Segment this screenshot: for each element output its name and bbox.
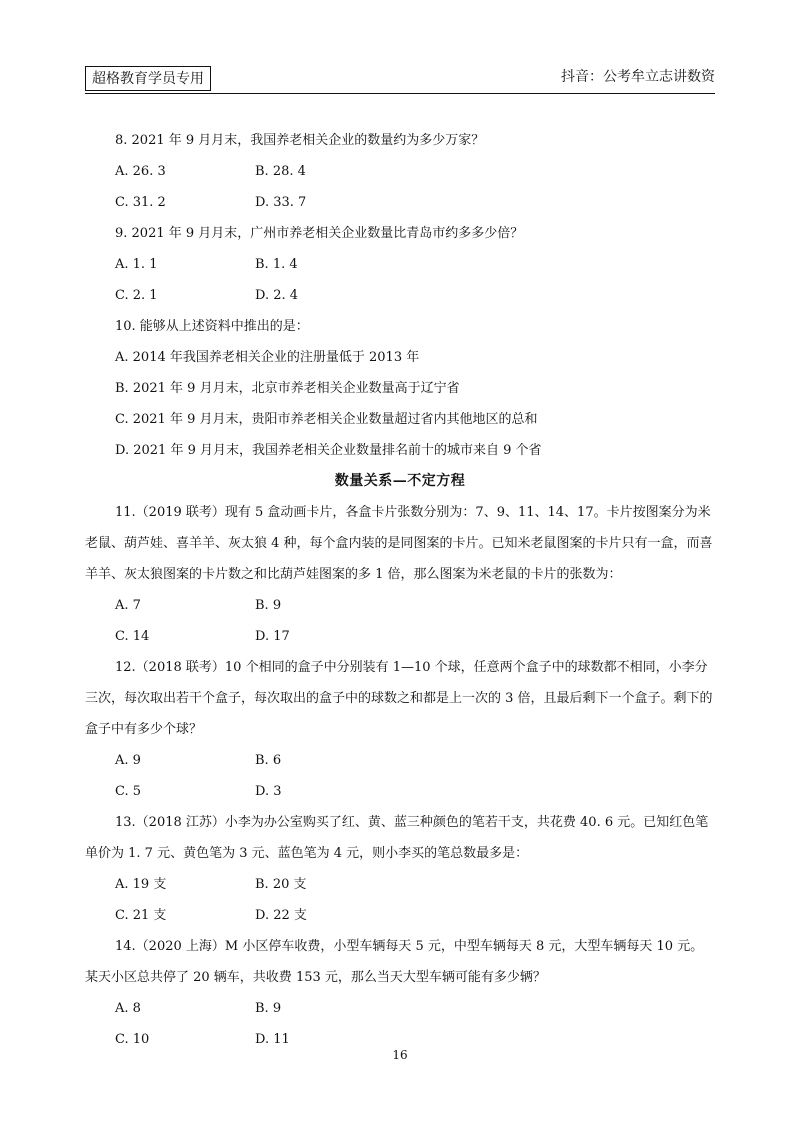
options-row	[85, 900, 715, 931]
options-row	[85, 249, 715, 280]
option-d: D. 17	[255, 629, 290, 644]
options-row	[85, 590, 715, 621]
option-c: C. 10	[115, 1032, 150, 1047]
option-d: D. 3	[255, 784, 282, 799]
option-a: A. 2014 年我国养老相关企业的注册量低于 2013 年	[115, 350, 420, 365]
options-row	[85, 156, 715, 187]
option-c: C. 2. 1	[115, 288, 158, 303]
question-13: 13.（2018 江苏）小李为办公室购买了红、黄、蓝三种颜色的笔若干支，共花费 40. 6 元。已知红色笔单价为 1. 7 元、黄色笔为 3 元、蓝色笔为 4 元，则小李买的笔总数最多是：	[85, 815, 709, 861]
option-a: A. 19 支	[115, 877, 167, 892]
option-b: B. 28. 4	[255, 164, 306, 179]
options-row	[85, 280, 715, 311]
header-divider	[85, 93, 715, 94]
option-a: A. 8	[115, 1001, 141, 1016]
option-a: A. 26. 3	[115, 164, 166, 179]
option-c: C. 21 支	[115, 908, 167, 923]
option-d: D. 22 支	[255, 908, 307, 923]
question-8: 8. 2021 年 9 月月末，我国养老相关企业的数量约为多少万家？	[115, 133, 485, 148]
option-d: D. 2021 年 9 月月末，我国养老相关企业数量排名前十的城市来自 9 个省	[115, 443, 542, 458]
options-row	[85, 993, 715, 1024]
options-row	[85, 745, 715, 776]
page-number: 16	[392, 1048, 408, 1062]
option-b: B. 20 支	[255, 877, 307, 892]
question-10: 10. 能够从上述资料中推出的是：	[115, 319, 309, 334]
page-content	[85, 125, 715, 1055]
option-a: A. 1. 1	[115, 257, 158, 272]
question-12: 12.（2018 联考）10 个相同的盒子中分别装有 1—10 个球，任意两个盒子中的球数都不相同，小李分三次，每次取出若干个盒子，每次取出的盒子中的球数之和都是上一次的 3 倍，且最后剩下一个盒子。剩下的盒子中有多少个球？	[85, 660, 713, 737]
option-c: C. 31. 2	[115, 195, 166, 210]
option-c: C. 5	[115, 784, 142, 799]
options-row	[85, 869, 715, 900]
option-b: B. 9	[255, 1001, 282, 1016]
header-badge: 超格教育学员专用	[85, 66, 211, 91]
header-source: 抖音：公考牟立志讲数资	[561, 69, 715, 85]
option-c: C. 14	[115, 629, 150, 644]
question-14: 14.（2020 上海）M 小区停车收费，小型车辆每天 5 元，中型车辆每天 8 元，大型车辆每天 10 元。某天小区总共停了 20 辆车，共收费 153 元，那么当天大型车辆可能有多少辆？	[85, 939, 704, 985]
option-b: B. 1. 4	[255, 257, 298, 272]
option-a: A. 9	[115, 753, 141, 768]
section-title: 数量关系—不定方程	[334, 473, 466, 489]
option-d: D. 33. 7	[255, 195, 307, 210]
option-b: B. 2021 年 9 月月末，北京市养老相关企业数量高于辽宁省	[115, 381, 460, 396]
option-d: D. 11	[255, 1032, 290, 1047]
options-row	[85, 187, 715, 218]
question-9: 9. 2021 年 9 月月末，广州市养老相关企业数量比青岛市约多多少倍？	[115, 226, 524, 241]
option-d: D. 2. 4	[255, 288, 299, 303]
options-row	[85, 621, 715, 652]
option-b: B. 6	[255, 753, 282, 768]
question-11: 11.（2019 联考）现有 5 盒动画卡片，各盒卡片张数分别为：7、9、11、14、17。卡片按图案分为米老鼠、葫芦娃、喜羊羊、灰太狼 4 种，每个盒内装的是同图案的卡片。已知米老鼠图案的卡片只有一盒，而喜羊羊、灰太狼图案的卡片数之和比葫芦娃图案的多 1 倍，那么图案为米老鼠的卡片的张数为：	[85, 505, 713, 582]
options-row	[85, 776, 715, 807]
option-a: A. 7	[115, 598, 141, 613]
option-b: B. 9	[255, 598, 282, 613]
option-c: C. 2021 年 9 月月末，贵阳市养老相关企业数量超过省内其他地区的总和	[115, 412, 538, 427]
